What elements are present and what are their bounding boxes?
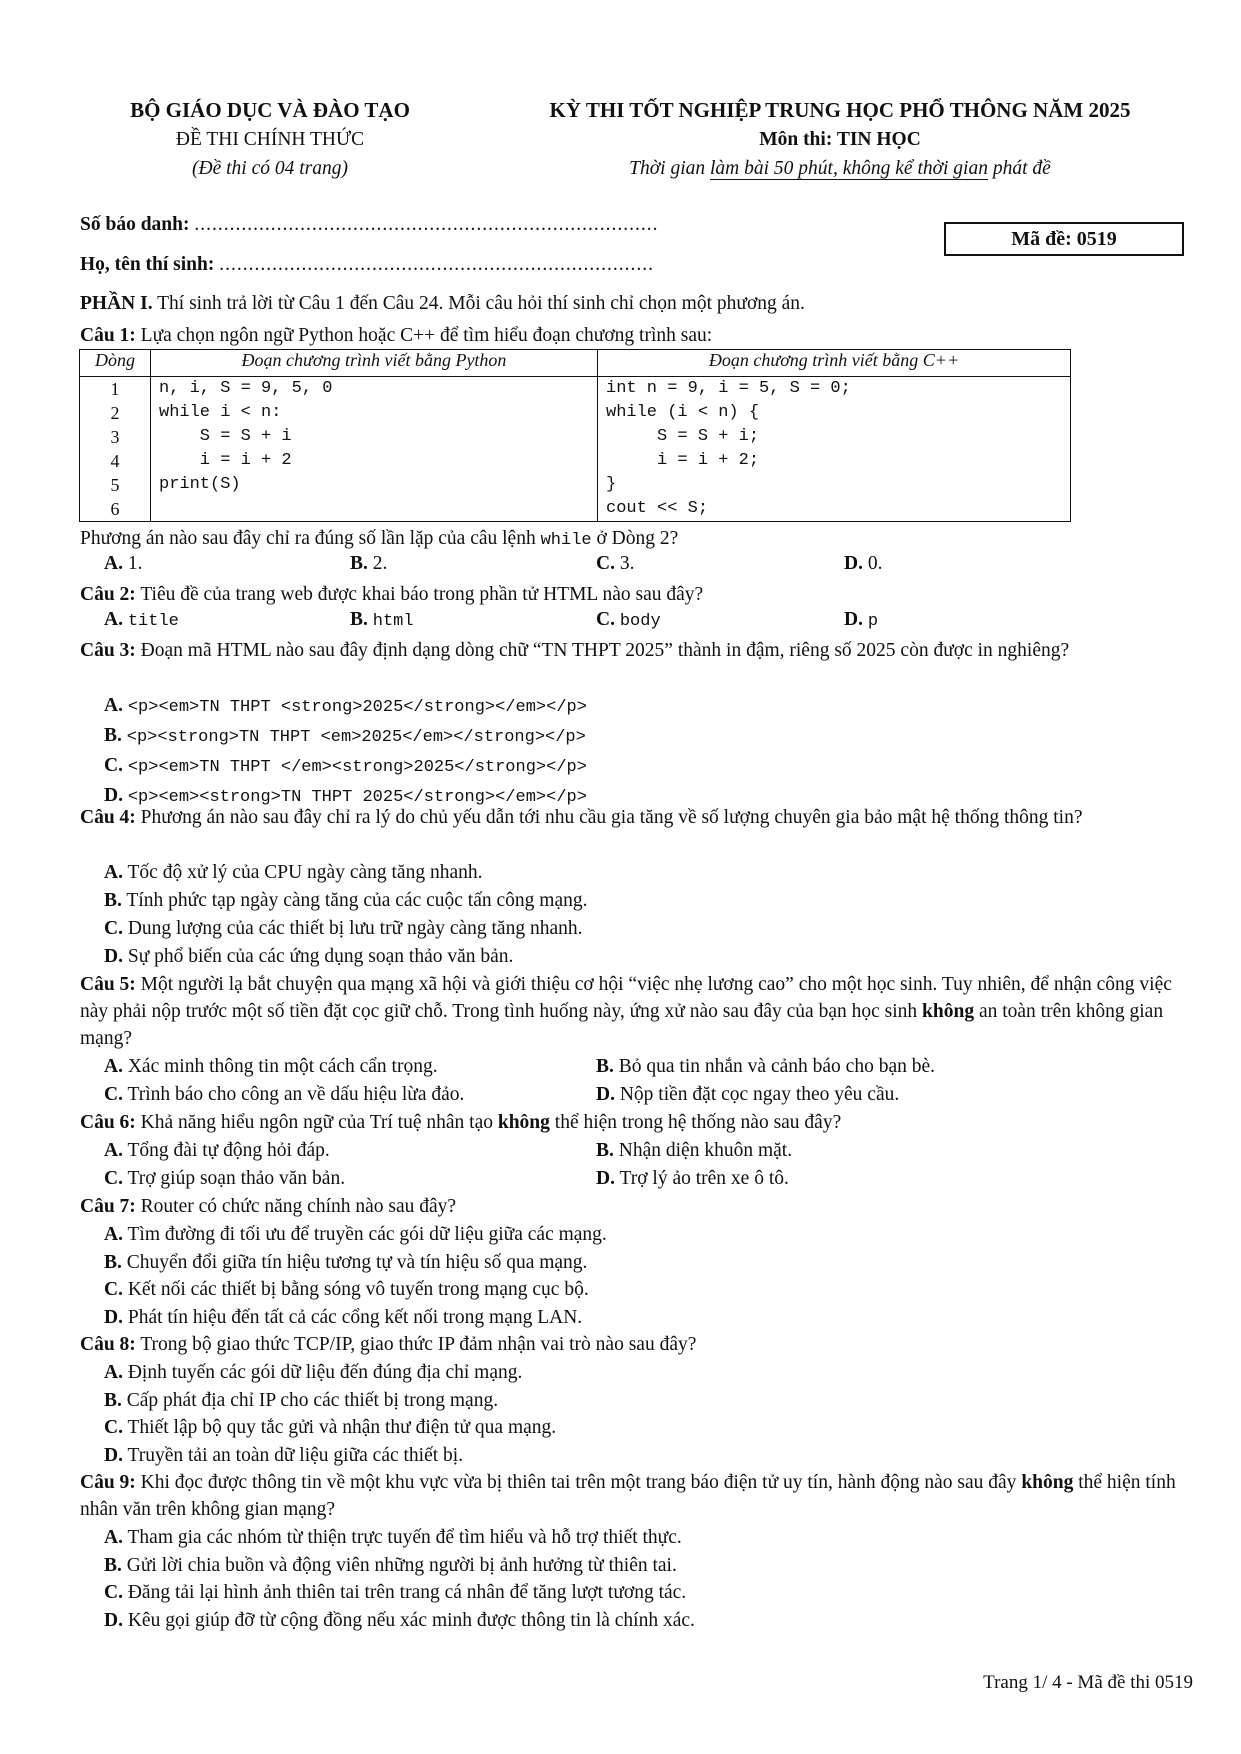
q3-option-c[interactable]: [104, 752, 587, 782]
question-5: [80, 971, 1190, 1052]
q1-options: [104, 553, 1204, 580]
letters-C: C.: [104, 755, 123, 776]
q3-option-a[interactable]: [104, 692, 587, 722]
letters-C: C.: [596, 553, 615, 574]
letters-B: B.: [350, 553, 368, 574]
q5-label: Câu 5:: [80, 974, 136, 995]
exam-code-box: Mã đề: 0519: [944, 222, 1184, 256]
letters-C: C.: [104, 1279, 123, 1300]
sbd-field: [80, 214, 658, 236]
letters-A: A.: [104, 695, 123, 716]
q1-text: Lựa chọn ngôn ngữ Python hoặc C++ để tìm hiểu đoạn chương trình sau:: [135, 325, 713, 346]
q7-D: Phát tín hiệu đến tất cả các cổng kết nối trong mạng LAN.: [127, 1306, 583, 1328]
q2-C: body: [619, 612, 661, 631]
letters-D: D.: [104, 785, 123, 806]
q7-option-a[interactable]: [104, 1221, 607, 1249]
code-table: [79, 349, 1071, 522]
q3-D: <p><em><strong>TN THPT 2025</strong></em></p>: [127, 788, 587, 807]
q4-option-d[interactable]: [104, 943, 587, 971]
q7-A: Tìm đường đi tối ưu để truyền các gói dữ liệu giữa các mạng.: [127, 1224, 607, 1245]
q8-A: Định tuyến các gói dữ liệu đến đúng địa chỉ mạng.: [127, 1362, 523, 1383]
header-time-suffix: phát đề: [987, 158, 1051, 179]
time-note: [480, 154, 1200, 183]
q2-options: [104, 609, 1204, 636]
q5-C: Trình báo cho công an về dấu hiệu lừa đảo.: [127, 1084, 465, 1105]
letters-A: A.: [104, 609, 123, 630]
q2-text: Tiêu đề của trang web được khai báo trong phần tử HTML nào sau đây?: [135, 584, 704, 605]
question-4: [80, 804, 1190, 831]
q5-D: Nộp tiền đặt cọc ngay theo yêu cầu.: [619, 1084, 900, 1105]
q8-options: [104, 1359, 556, 1469]
q6-options: [104, 1137, 1204, 1193]
q1-question-code: while: [540, 531, 592, 550]
q5-B: Bỏ qua tin nhắn và cảnh báo cho bạn bè.: [618, 1056, 936, 1077]
q8-D: Truyền tải an toàn dữ liệu giữa các thiết bị.: [127, 1444, 464, 1466]
letters-D: D.: [104, 1306, 123, 1328]
q2-option-d[interactable]: [844, 609, 878, 631]
col-header-line: Dòng: [80, 350, 151, 377]
header-time-prefix: Thời gian: [629, 158, 711, 179]
q3-options: [104, 692, 587, 812]
official-label: ĐỀ THI CHÍNH THỨC: [175, 129, 365, 150]
q6-option-a[interactable]: [104, 1137, 330, 1165]
page-footer: Trang 1/ 4 - Mã đề thi 0519: [983, 1672, 1193, 1693]
q5-text-b: an toàn trên không gian mạng?: [80, 1001, 1164, 1049]
question-8: [80, 1331, 1190, 1358]
letters-A: A.: [104, 1056, 123, 1077]
candidate-sbd-label: Số báo danh:: [80, 214, 190, 235]
q7-options: [104, 1221, 607, 1331]
letters-B: B.: [350, 609, 368, 630]
q8-label: Câu 8:: [80, 1334, 136, 1355]
q8-text: Trong bộ giao thức TCP/IP, giao thức IP đảm nhận vai trò nào sau đây?: [135, 1334, 697, 1355]
q5-option-c[interactable]: [104, 1081, 464, 1109]
q4-B: Tính phức tạp ngày càng tăng của các cuộc tấn công mạng.: [126, 890, 588, 911]
q9-text-a: Khi đọc được thông tin về một khu vực vừa bị thiên tai trên một trang báo điện tử uy tín, hành động nào sau đây: [135, 1472, 1022, 1493]
q2-D: p: [867, 612, 879, 631]
q1-B: 2.: [372, 553, 388, 574]
q6-option-d[interactable]: [596, 1165, 789, 1193]
letters-D: D.: [844, 553, 863, 574]
q9-option-c[interactable]: [104, 1579, 695, 1607]
letters-D: D.: [104, 1444, 123, 1466]
q5-option-a[interactable]: [104, 1053, 438, 1081]
letters-B: B.: [104, 1389, 122, 1411]
q1-A: 1.: [127, 553, 143, 574]
col-header-python: Đoạn chương trình viết bằng Python: [151, 350, 598, 377]
letters-D: D.: [596, 1168, 615, 1189]
part1-text: Thí sinh trả lời từ Câu 1 đến Câu 24. Mỗi câu hỏi thí sinh chỉ chọn một phương án.: [152, 293, 805, 314]
q2-option-c[interactable]: [596, 609, 661, 631]
q9-options: [104, 1524, 695, 1634]
q4-options: [104, 859, 587, 971]
q2-option-a[interactable]: [104, 609, 179, 631]
pages-note: (Đề thi có 04 trang): [192, 158, 348, 179]
q2-label: Câu 2:: [80, 584, 136, 605]
q8-C: Thiết lập bộ quy tắc gửi và nhận thư điện tử qua mạng.: [127, 1417, 557, 1438]
letters-C: C.: [104, 918, 123, 939]
q9-A: Tham gia các nhóm từ thiện trực tuyến để tìm hiểu và hỗ trợ thiết thực.: [127, 1527, 682, 1548]
q1-question-pre: Phương án nào sau đây chỉ ra đúng số lần lặp của câu lệnh: [80, 528, 541, 549]
q2-option-b[interactable]: [350, 609, 414, 631]
q6-C: Trợ giúp soạn thảo văn bản.: [127, 1168, 346, 1189]
letters-A: A.: [104, 553, 123, 574]
letters-A: A.: [104, 1224, 123, 1245]
q7-option-b[interactable]: [104, 1249, 607, 1277]
q4-text: Phương án nào sau đây chỉ ra lý do chủ yếu dẫn tới nhu cầu gia tăng về số lượng chuyên gia bảo mật hệ thống thông tin?: [135, 807, 1083, 828]
python-code: [151, 377, 598, 522]
q3-option-b[interactable]: [104, 722, 587, 752]
q1-cpp: int n = 9, i = 5, S = 0; while (i < n) { S = S + i; i = i + 2; } cout << S;: [606, 379, 851, 518]
q6-text-a: Khả năng hiểu ngôn ngữ của Trí tuệ nhân tạo: [135, 1112, 498, 1133]
q5-option-b[interactable]: [596, 1053, 935, 1081]
letters-B: B.: [104, 1251, 122, 1273]
q1-D: 0.: [867, 553, 883, 574]
q6-B: Nhận diện khuôn mặt.: [618, 1140, 793, 1161]
q1-question-post: ở Dòng 2?: [591, 528, 679, 549]
q7-C: Kết nối các thiết bị bằng sóng vô tuyến trong mạng cục bộ.: [127, 1279, 589, 1300]
part-1-heading: [80, 290, 1190, 317]
letters-C: C.: [104, 1582, 123, 1603]
letters-A: A.: [104, 862, 123, 883]
letters-B: B.: [596, 1056, 614, 1077]
letters-A: A.: [104, 1527, 123, 1548]
letters-A: A.: [104, 1362, 123, 1383]
q9-option-b[interactable]: [104, 1552, 695, 1580]
q6-option-c[interactable]: [104, 1165, 345, 1193]
q6-A: Tổng đài tự động hỏi đáp.: [127, 1140, 330, 1161]
question-1: [80, 322, 1190, 349]
letters-A: A.: [104, 1140, 123, 1161]
name-field: [80, 254, 654, 276]
q1-option-b[interactable]: [350, 553, 387, 575]
cpp-code: [598, 377, 1071, 522]
q6-bold: không: [497, 1112, 550, 1133]
letters-C: C.: [596, 609, 615, 630]
q1-python: n, i, S = 9, 5, 0 while i < n: S = S + i i = i + 2 print(S): [159, 379, 333, 494]
ministry: BỘ GIÁO DỤC VÀ ĐÀO TẠO: [130, 98, 410, 122]
letters-D: D.: [596, 1084, 615, 1105]
q1-lines-0: 1 2 3 4 5 6: [110, 379, 120, 519]
q9-C: Đăng tải lại hình ảnh thiên tai trên trang cá nhân để tăng lượt tương tác.: [127, 1582, 687, 1603]
q6-option-b[interactable]: [596, 1137, 792, 1165]
q3-A: <p><em>TN THPT <strong>2025</strong></em></p>: [127, 698, 587, 717]
question-2: [80, 581, 1190, 608]
candidate-sbd-dots: ...............................................................................: [194, 214, 659, 235]
q6-D: Trợ lý ảo trên xe ô tô.: [619, 1168, 789, 1189]
letters-B: B.: [104, 890, 122, 911]
exam-title: KỲ THI TỐT NGHIỆP TRUNG HỌC PHỔ THÔNG NĂM 2025: [549, 98, 1131, 122]
header-time-underlined: làm bài 50 phút, không kể thời gian: [710, 158, 988, 179]
q9-label: Câu 9:: [80, 1472, 136, 1493]
letters-C: C.: [104, 1168, 123, 1189]
part1-label: PHẦN I.: [80, 293, 153, 314]
letters-C: C.: [104, 1417, 123, 1438]
candidate-name-dots: ..........................................................................: [219, 254, 654, 275]
q1-option-c[interactable]: [596, 553, 634, 575]
q7-option-d[interactable]: [104, 1304, 607, 1332]
q4-D: Sự phổ biến của các ứng dụng soạn thảo văn bản.: [127, 946, 514, 967]
q4-option-c[interactable]: [104, 915, 587, 943]
question-7: [80, 1193, 1190, 1220]
question-1-prompt: [80, 525, 1190, 554]
letters-D: D.: [844, 609, 863, 630]
q5-option-d[interactable]: [596, 1081, 899, 1109]
q2-B: html: [372, 612, 414, 631]
q4-C: Dung lượng của các thiết bị lưu trữ ngày càng tăng nhanh.: [127, 918, 583, 939]
q7-option-c[interactable]: [104, 1276, 607, 1304]
q8-option-a[interactable]: [104, 1359, 556, 1387]
q8-option-d[interactable]: [104, 1442, 556, 1470]
q5-options: [104, 1053, 1204, 1109]
question-9: [80, 1469, 1190, 1523]
q9-D: Kêu gọi giúp đỡ từ cộng đồng nếu xác minh được thông tin là chính xác.: [127, 1609, 695, 1631]
q7-text: Router có chức năng chính nào sau đây?: [135, 1196, 457, 1217]
q3-B: <p><strong>TN THPT <em>2025</em></strong></p>: [126, 728, 586, 747]
q5-A: Xác minh thông tin một cách cẩn trọng.: [127, 1056, 438, 1077]
q7-label: Câu 7:: [80, 1196, 136, 1217]
header-left: [90, 96, 450, 183]
q8-B: Cấp phát địa chỉ IP cho các thiết bị trong mạng.: [126, 1389, 499, 1411]
candidate-name-label: Họ, tên thí sinh:: [80, 254, 215, 275]
q7-B: Chuyển đổi giữa tín hiệu tương tự và tín hiệu số qua mạng.: [126, 1251, 588, 1273]
q1-label: Câu 1:: [80, 325, 136, 346]
q4-option-b[interactable]: [104, 887, 587, 915]
question-3: [80, 637, 1190, 664]
letters-D: D.: [104, 946, 123, 967]
line-numbers: [80, 377, 151, 522]
letters-B: B.: [596, 1140, 614, 1161]
q9-option-d[interactable]: [104, 1607, 695, 1635]
q6-text-b: thể hiện trong hệ thống nào sau đây?: [549, 1112, 842, 1133]
col-header-cpp: Đoạn chương trình viết bằng C++: [598, 350, 1071, 377]
q4-A: Tốc độ xử lý của CPU ngày càng tăng nhanh.: [127, 862, 483, 883]
letters-B: B.: [104, 725, 122, 746]
q3-label: Câu 3:: [80, 640, 136, 661]
subject: Môn thi: TIN HỌC: [759, 129, 921, 150]
q5-bold: không: [922, 1001, 975, 1022]
question-6: [80, 1109, 1190, 1136]
q5-text-a: Một người lạ bắt chuyện qua mạng xã hội và giới thiệu cơ hội “việc nhẹ lương cao” cho một học sinh. Tuy nhiên, để nhận công việc này phải nộp trước một số tiền đặt cọc giữ chỗ. Trong tình huống này, ứng xử nào sau đây của bạn học sinh: [80, 974, 1172, 1022]
q9-B: Gửi lời chia buồn và động viên những người bị ảnh hưởng từ thiên tai.: [126, 1554, 677, 1576]
letters-D: D.: [104, 1609, 123, 1631]
q4-label: Câu 4:: [80, 807, 136, 828]
q9-option-a[interactable]: [104, 1524, 695, 1552]
q1-option-a[interactable]: [104, 553, 142, 575]
q4-option-a[interactable]: [104, 859, 587, 887]
q9-text-b: thể hiện tính nhân văn trên không gian mạng?: [80, 1472, 1176, 1520]
header-right: [480, 96, 1200, 183]
q2-A: title: [127, 612, 179, 631]
q1-C: 3.: [619, 553, 635, 574]
q8-option-c[interactable]: [104, 1414, 556, 1442]
letters-B: B.: [104, 1554, 122, 1576]
q3-text: Đoạn mã HTML nào sau đây định dạng dòng chữ “TN THPT 2025” thành in đậm, riêng số 2025 còn được in nghiêng?: [135, 640, 1070, 661]
q6-label: Câu 6:: [80, 1112, 136, 1133]
q9-bold: không: [1021, 1472, 1074, 1493]
q3-C: <p><em>TN THPT </em><strong>2025</strong></p>: [127, 758, 587, 777]
letters-C: C.: [104, 1084, 123, 1105]
q1-option-d[interactable]: [844, 553, 882, 575]
q8-option-b[interactable]: [104, 1387, 556, 1415]
